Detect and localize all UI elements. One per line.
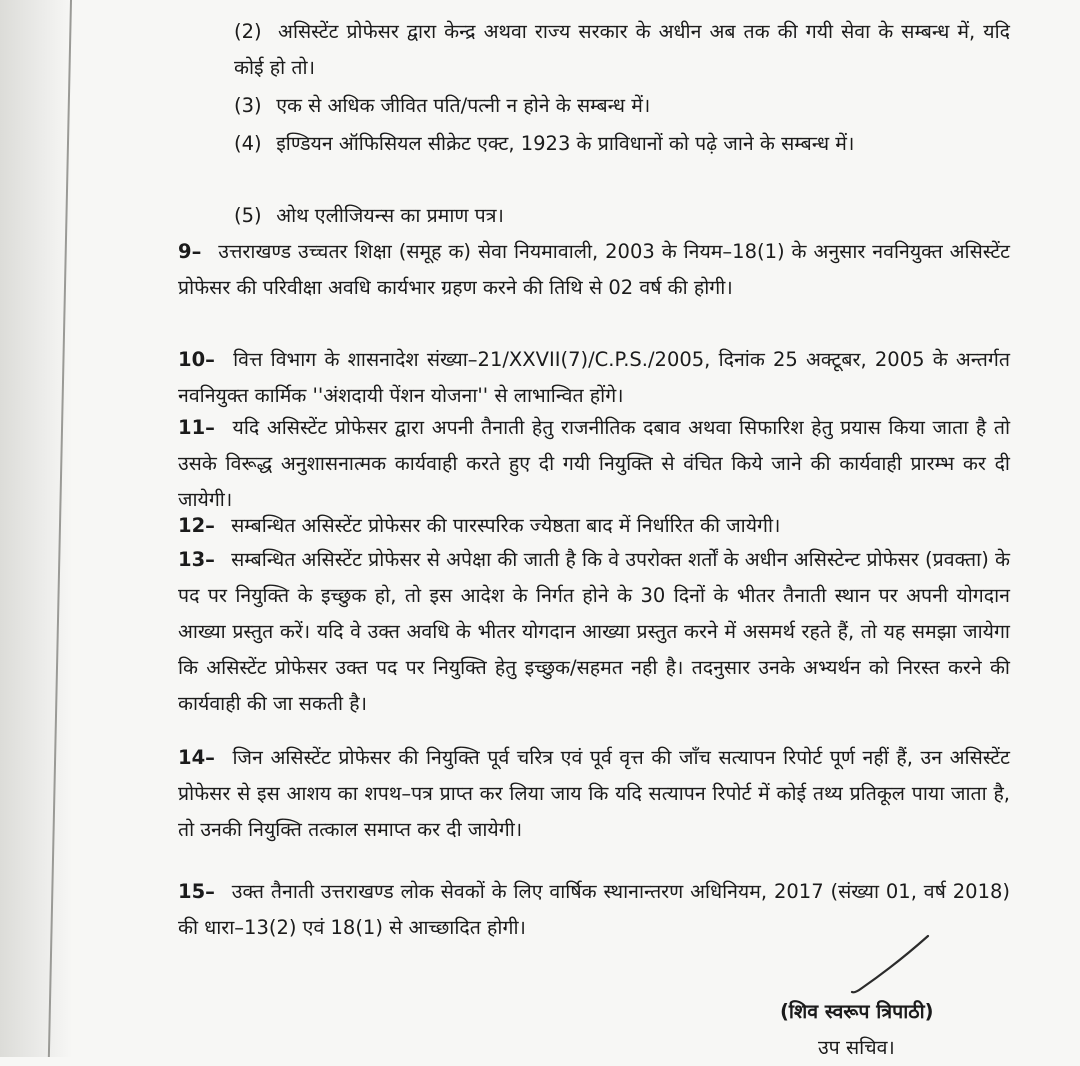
paragraph-text: उत्तराखण्ड उच्चतर शिक्षा (समूह क) सेवा नियमावाली, 2003 के नियम–18(1) के अनुसार नवनियुक्त असिस्टेंट प्रोफेसर की परिवीक्षा अवधि कार्यभार ग्रहण करने की तिथि से 02 वर्ष की होगी। <box>178 240 1011 299</box>
paragraph-9 <box>178 234 1010 306</box>
paragraph-10 <box>178 342 1010 414</box>
item-text: ओथ एलीजियन्स का प्रमाण पत्र। <box>276 204 504 227</box>
item-number: (2) <box>234 20 262 43</box>
signatory-designation: उप सचिव। <box>818 1036 895 1059</box>
paragraph-12 <box>178 508 1010 544</box>
item-number: (3) <box>234 94 262 117</box>
list-item <box>234 88 1010 124</box>
paragraph-14 <box>178 740 1010 848</box>
item-number: (4) <box>234 132 262 155</box>
signature-stroke <box>840 930 940 1000</box>
paragraph-number: 15– <box>178 880 215 903</box>
paragraph-number: 12– <box>178 514 215 537</box>
paragraph-number: 13– <box>178 548 215 571</box>
item-text: इण्डियन ऑफिसियल सीक्रेट एक्ट, 1923 के प्राविधानों को पढ़े जाने के सम्बन्ध में। <box>276 132 855 155</box>
paragraph-text: यदि असिस्टेंट प्रोफेसर द्वारा अपनी तैनाती हेतु राजनीतिक दबाव अथवा सिफारिश हेतु प्रयास किया जाता है तो उसके विरूद्ध अनुशासनात्मक कार्यवाही करते हुए दी गयी नियुक्ति से वंचित किये जाने की कार्यवाही प्रारम्भ कर दी जायेगी। <box>178 416 1010 511</box>
paragraph-number: 11– <box>178 416 215 439</box>
paragraph-text: सम्बन्धित असिस्टेंट प्रोफेसर से अपेक्षा की जाती है कि वे उपरोक्त शर्तों के अधीन असिस्टेन्ट प्रोफेसर (प्रवक्ता) के पद पर नियुक्ति के इच्छुक हो, तो इस आदेश के निर्गत होने के 30 दिनों के भीतर तैनाती स्थान पर अपनी योगदान आख्या प्रस्तुत करें। यदि वे उक्त अवधि के भीतर योगदान आख्या प्रस्तुत करने में असमर्थ रहते हैं, तो यह समझा जायेगा कि असिस्टेंट प्रोफेसर उक्त पद पर नियुक्ति हेतु इच्छुक/सहमत नही है। तदनुसार उनके अभ्यर्थन को निरस्त करने की कार्यवाही की जा सकती है। <box>178 548 1010 715</box>
paragraph-number: 9– <box>178 240 202 263</box>
paragraph-13 <box>178 542 1010 722</box>
item-number: (5) <box>234 204 262 227</box>
paragraph-number: 14– <box>178 746 215 769</box>
list-item <box>234 14 1010 86</box>
item-text: असिस्टेंट प्रोफेसर द्वारा केन्द्र अथवा राज्य सरकार के अधीन अब तक की गयी सेवा के सम्बन्ध में, यदि कोई हो तो। <box>234 20 1010 79</box>
paragraph-text: उक्त तैनाती उत्तराखण्ड लोक सेवकों के लिए वार्षिक स्थानान्तरण अधिनियम, 2017 (संख्या 01, वर्ष 2018) की धारा–13(2) एवं 18(1) से आच्छादित होगी। <box>178 880 1010 939</box>
paragraph-text: जिन असिस्टेंट प्रोफेसर की नियुक्ति पूर्व चरित्र एवं पूर्व वृत्त की जाँच सत्यापन रिपोर्ट पूर्ण नहीं हैं, उन असिस्टेंट प्रोफेसर से इस आशय का शपथ–पत्र प्राप्त कर लिया जाय कि यदि सत्यापन रिपोर्ट में कोई तथ्य प्रतिकूल पाया जाता है, तो उनकी नियुक्ति तत्काल समाप्त कर दी जायेगी। <box>178 746 1010 841</box>
paragraph-11 <box>178 410 1010 518</box>
paragraph-text: वित्त विभाग के शासनादेश संख्या–21/XXVII(7)/C.P.S./2005, दिनांक 25 अक्टूबर, 2005 के अन्तर्गत नवनियुक्त कार्मिक ''अंशदायी पेंशन योजना'' से लाभान्वित होंगे। <box>178 348 1010 407</box>
paragraph-text: सम्बन्धित असिस्टेंट प्रोफेसर की पारस्परिक ज्येष्ठता बाद में निर्धारित की जायेगी। <box>231 514 781 537</box>
paragraph-number: 10– <box>178 348 215 371</box>
item-text: एक से अधिक जीवित पति/पत्नी न होने के सम्बन्ध में। <box>276 94 651 117</box>
signatory-name: (शिव स्वरूप त्रिपाठी) <box>780 1000 934 1023</box>
list-item <box>234 126 1010 162</box>
list-item <box>234 198 1010 234</box>
